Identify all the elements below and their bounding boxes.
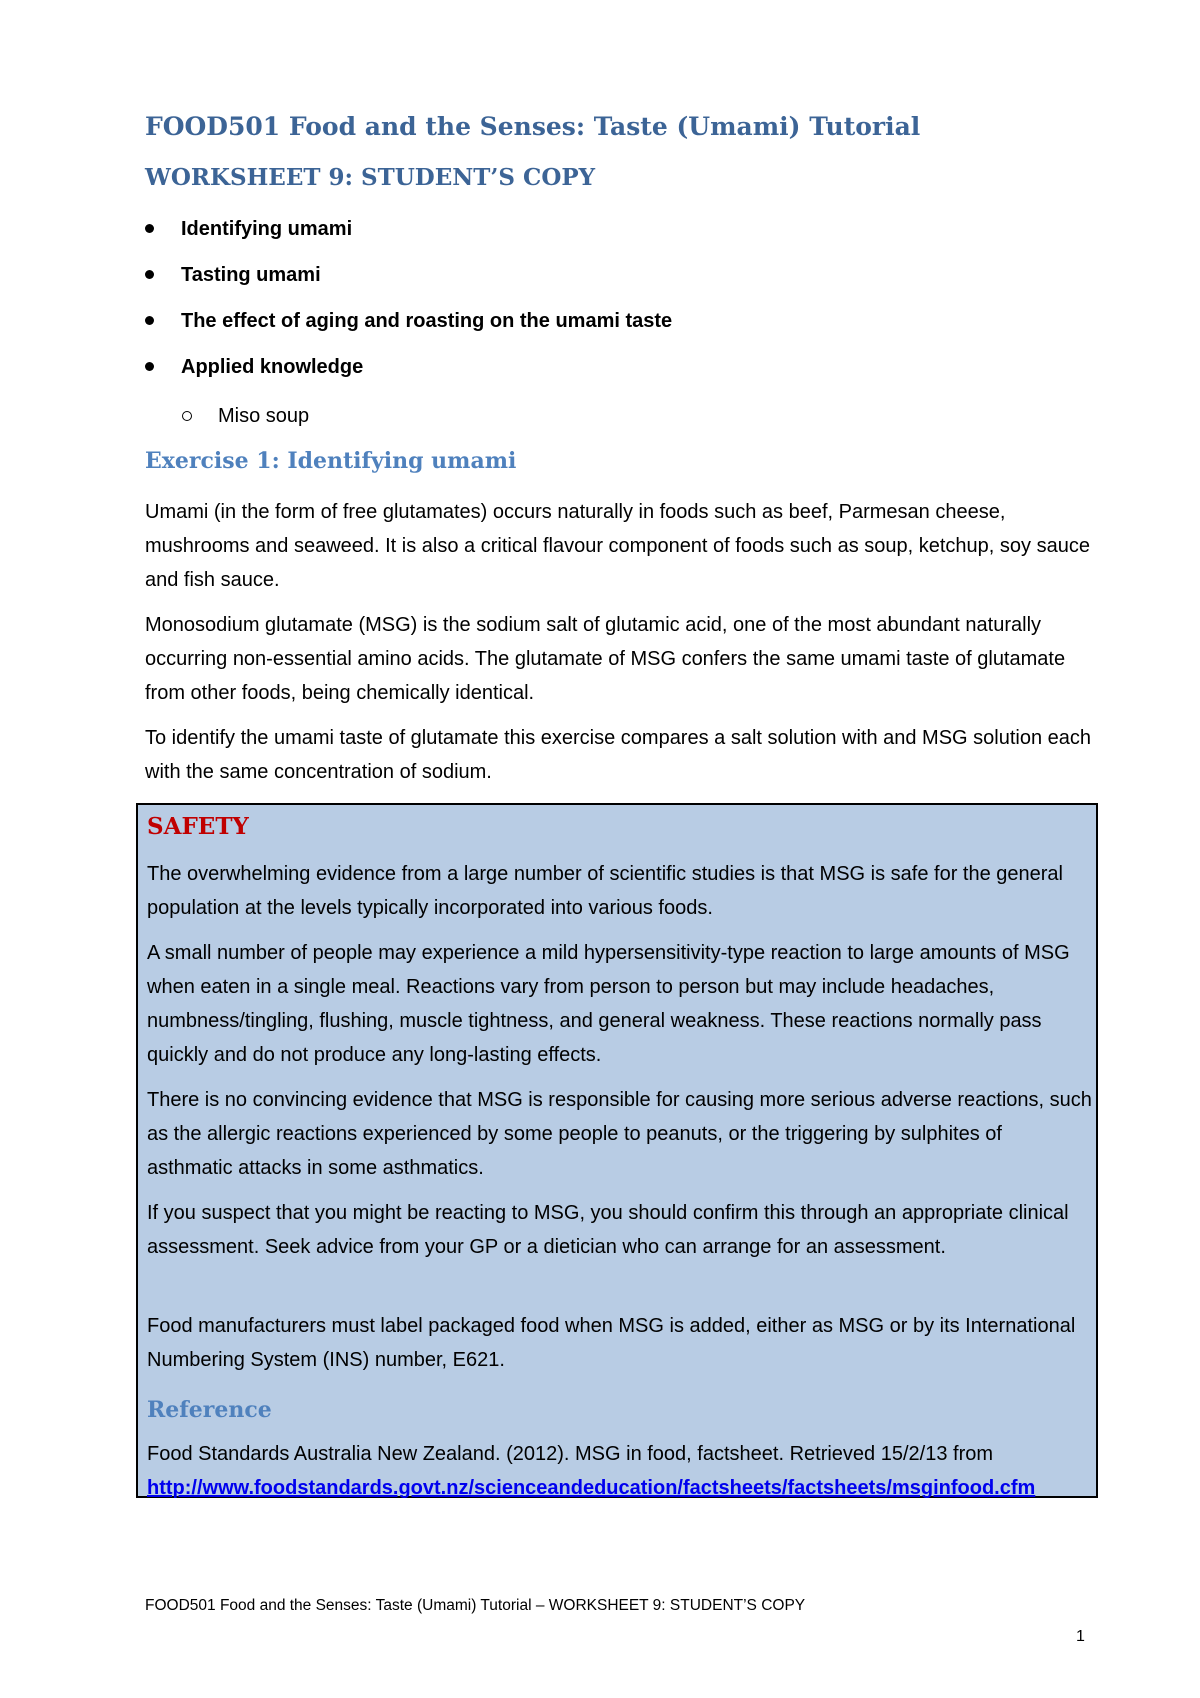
paragraph: Monosodium glutamate (MSG) is the sodium salt of glutamic acid, one of the most abundant naturally occurring non-essential amino acids. The glutamate of MSG confers the same umami taste of glutamate from other foods, being chemically identical.: [145, 614, 1066, 704]
paragraph: A small number of people may experience a mild hypersensitivity-type reaction to large amounts of MSG when eaten in a single meal. Reactions vary from person to person but may include headaches, numbness/tingling, flushing, muscle tightness, and general weakness. These reactions normally pass quickly and do not produce any long-lasting effects.: [147, 942, 1070, 1066]
document-subtitle: WORKSHEET 9: STUDENT’S COPY: [145, 164, 596, 191]
topic-label: Applied knowledge: [181, 356, 364, 378]
paragraph: If you suspect that you might be reacting to MSG, you should confirm this through an appropriate clinical assessment. Seek advice from your GP or a dietician who can arrange for an assessment.: [147, 1202, 1069, 1258]
list-item: [145, 216, 672, 262]
paragraph: The overwhelming evidence from a large number of scientific studies is that MSG is safe for the general population at the levels typically incorporated into various foods.: [147, 863, 1063, 919]
bullet-icon: [145, 362, 154, 371]
page-number: 1: [1076, 1628, 1085, 1645]
sub-list-item: [218, 403, 309, 429]
safety-box: [136, 803, 1098, 1498]
topic-list: [145, 216, 672, 400]
list-item: [145, 308, 672, 354]
paragraph: Umami (in the form of free glutamates) occurs naturally in foods such as beef, Parmesan cheese, mushrooms and seaweed. It is also a critical flavour component of foods such as soup, ketchup, soy sauce and fish sauce.: [145, 501, 1090, 591]
document-title: FOOD501 Food and the Senses: Taste (Umami) Tutorial: [145, 112, 921, 141]
paragraph: Food manufacturers must label packaged food when MSG is added, either as MSG or by its International Numbering System (INS) number, E621.: [147, 1315, 1076, 1371]
topic-label: Identifying umami: [181, 218, 353, 240]
topic-label: The effect of aging and roasting on the umami taste: [181, 310, 673, 332]
reference-citation: [147, 1437, 1092, 1505]
page-footer: FOOD501 Food and the Senses: Taste (Umami) Tutorial – WORKSHEET 9: STUDENT’S COPY: [145, 1597, 806, 1614]
reference-heading: Reference: [147, 1397, 272, 1423]
bullet-icon: [145, 316, 154, 325]
topic-label: Tasting umami: [181, 264, 321, 286]
paragraph: To identify the umami taste of glutamate this exercise compares a salt solution with and MSG solution each with the same concentration of sodium.: [145, 727, 1092, 783]
bullet-icon: [145, 224, 154, 233]
safety-heading: SAFETY: [147, 813, 249, 840]
list-item: [145, 262, 672, 308]
bullet-icon: [145, 270, 154, 279]
paragraph: There is no convincing evidence that MSG is responsible for causing more serious adverse reactions, such as the allergic reactions experienced by some people to peanuts, or the triggering by sulphites of asthmatic attacks in some asthmatics.: [147, 1089, 1092, 1179]
reference-text: Food Standards Australia New Zealand. (2012). MSG in food, factsheet. Retrieved 15/2/13 from: [147, 1443, 994, 1465]
exercise-heading: Exercise 1: Identifying umami: [145, 448, 517, 474]
hollow-bullet-icon: [182, 411, 192, 421]
reference-link[interactable]: http://www.foodstandards.govt.nz/scienceandeducation/factsheets/factsheets/msginfood.cfm: [147, 1477, 1036, 1499]
subtopic-label: Miso soup: [218, 405, 310, 427]
list-item: [145, 354, 672, 400]
